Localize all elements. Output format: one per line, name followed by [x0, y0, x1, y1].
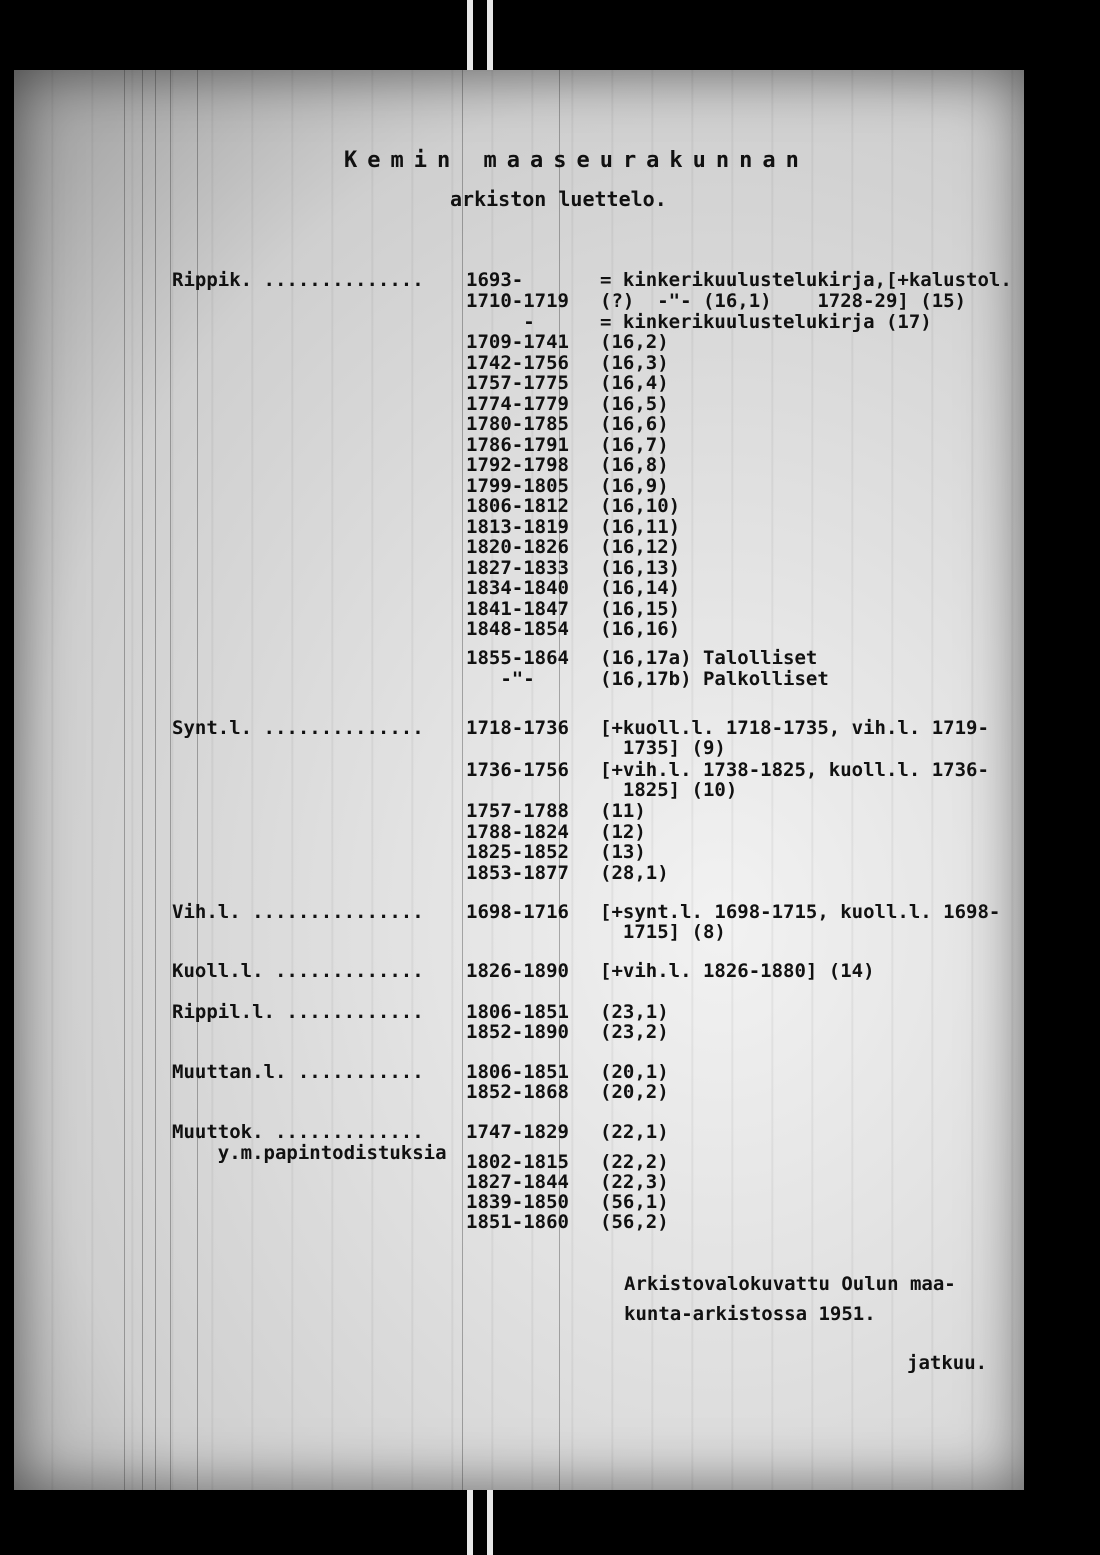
archive-note: (20,1) — [600, 1061, 669, 1083]
section-sublabel: y.m.papintodistuksia — [172, 1142, 447, 1164]
year-range: 1826-1890 — [466, 960, 569, 982]
archive-note: (16,10) — [600, 495, 681, 517]
archive-note: (?) -"- (16,1) 1728-29] (15) — [600, 290, 967, 312]
archive-note: (16,16) — [600, 618, 681, 640]
archive-note: (16,2) — [600, 331, 669, 353]
archive-note: 1825] (10) — [600, 779, 738, 801]
section-label: Rippik. .............. — [172, 269, 424, 291]
year-range: 1792-1798 — [466, 454, 569, 476]
scan-streak — [142, 70, 143, 1490]
archive-note: (22,1) — [600, 1121, 669, 1143]
archive-stamp-line-1: Arkistovalokuvattu Oulun maa- — [624, 1273, 956, 1295]
scan-streak — [124, 70, 125, 1490]
year-range: 1827-1844 — [466, 1171, 569, 1193]
year-range: 1855-1864 — [466, 647, 569, 669]
year-range: 1806-1851 — [466, 1001, 569, 1023]
continues-note: jatkuu. — [907, 1352, 988, 1374]
archive-note: (23,1) — [600, 1001, 669, 1023]
section-label: Rippil.l. ............ — [172, 1001, 424, 1023]
year-range: 1718-1736 — [466, 717, 569, 739]
archive-note: (16,11) — [600, 516, 681, 538]
year-range: 1709-1741 — [466, 331, 569, 353]
archive-note: (16,7) — [600, 434, 669, 456]
archive-note: (22,3) — [600, 1171, 669, 1193]
year-range: 1802-1815 — [466, 1151, 569, 1173]
archive-note: (56,1) — [600, 1191, 669, 1213]
section-label: Synt.l. .............. — [172, 717, 424, 739]
year-range: 1788-1824 — [466, 821, 569, 843]
archive-note: (28,1) — [600, 862, 669, 884]
archive-note: (11) — [600, 800, 646, 822]
section-label: Muuttan.l. ........... — [172, 1061, 424, 1083]
year-range: 1853-1877 — [466, 862, 569, 884]
year-range: 1848-1854 — [466, 618, 569, 640]
archive-note: (16,8) — [600, 454, 669, 476]
archive-note: (12) — [600, 821, 646, 843]
year-range: 1825-1852 — [466, 841, 569, 863]
year-range: 1786-1791 — [466, 434, 569, 456]
year-range: 1742-1756 — [466, 352, 569, 374]
archive-note: (23,2) — [600, 1021, 669, 1043]
year-range: 1820-1826 — [466, 536, 569, 558]
year-range: 1852-1868 — [466, 1081, 569, 1103]
archive-note: (16,5) — [600, 393, 669, 415]
archive-stamp-line-2: kunta-arkistossa 1951. — [624, 1303, 876, 1325]
archive-note: (16,4) — [600, 372, 669, 394]
section-label: Vih.l. ............... — [172, 901, 424, 923]
year-range: - — [466, 311, 535, 333]
year-range: 1780-1785 — [466, 413, 569, 435]
year-range: 1834-1840 — [466, 577, 569, 599]
archive-note: [+vih.l. 1738-1825, kuoll.l. 1736- — [600, 759, 989, 781]
archive-note: (16,12) — [600, 536, 681, 558]
page-title: Kemin maaseurakunnan — [344, 148, 809, 173]
archive-note: (56,2) — [600, 1211, 669, 1233]
archive-note: (16,15) — [600, 598, 681, 620]
archive-page — [14, 70, 1024, 1490]
archive-note: (16,3) — [600, 352, 669, 374]
year-range: 1736-1756 — [466, 759, 569, 781]
section-label: Muuttok. ............. — [172, 1121, 424, 1143]
archive-note: [+kuoll.l. 1718-1735, vih.l. 1719- — [600, 717, 989, 739]
year-range: 1698-1716 — [466, 901, 569, 923]
year-range: 1757-1788 — [466, 800, 569, 822]
year-range: 1693- — [466, 269, 524, 291]
archive-note: (16,6) — [600, 413, 669, 435]
year-range: 1757-1775 — [466, 372, 569, 394]
year-range: 1806-1812 — [466, 495, 569, 517]
section-label: Kuoll.l. ............. — [172, 960, 424, 982]
year-range: 1852-1890 — [466, 1021, 569, 1043]
year-range: 1851-1860 — [466, 1211, 569, 1233]
archive-note: 1715] (8) — [600, 921, 726, 943]
year-range: 1827-1833 — [466, 557, 569, 579]
archive-note: = kinkerikuulustelukirja,[+kalustol. — [600, 269, 1012, 291]
year-range: -"- — [466, 668, 535, 690]
archive-note: (16,9) — [600, 475, 669, 497]
archive-note: [+vih.l. 1826-1880] (14) — [600, 960, 875, 982]
year-range: 1799-1805 — [466, 475, 569, 497]
scan-streak — [155, 70, 156, 1490]
archive-note: (16,14) — [600, 577, 681, 599]
archive-note: (13) — [600, 841, 646, 863]
archive-note: (16,17a) Talolliset — [600, 647, 818, 669]
scan-streak — [462, 70, 463, 1490]
year-range: 1813-1819 — [466, 516, 569, 538]
archive-note: 1735] (9) — [600, 737, 726, 759]
year-range: 1747-1829 — [466, 1121, 569, 1143]
page-subtitle: arkiston luettelo. — [450, 187, 667, 211]
scan-streak — [170, 70, 171, 1490]
year-range: 1839-1850 — [466, 1191, 569, 1213]
year-range: 1710-1719 — [466, 290, 569, 312]
archive-note: (22,2) — [600, 1151, 669, 1173]
archive-note: = kinkerikuulustelukirja (17) — [600, 311, 932, 333]
year-range: 1774-1779 — [466, 393, 569, 415]
archive-note: [+synt.l. 1698-1715, kuoll.l. 1698- — [600, 901, 1001, 923]
archive-note: (16,17b) Palkolliset — [600, 668, 829, 690]
year-range: 1806-1851 — [466, 1061, 569, 1083]
archive-note: (20,2) — [600, 1081, 669, 1103]
year-range: 1841-1847 — [466, 598, 569, 620]
archive-note: (16,13) — [600, 557, 681, 579]
